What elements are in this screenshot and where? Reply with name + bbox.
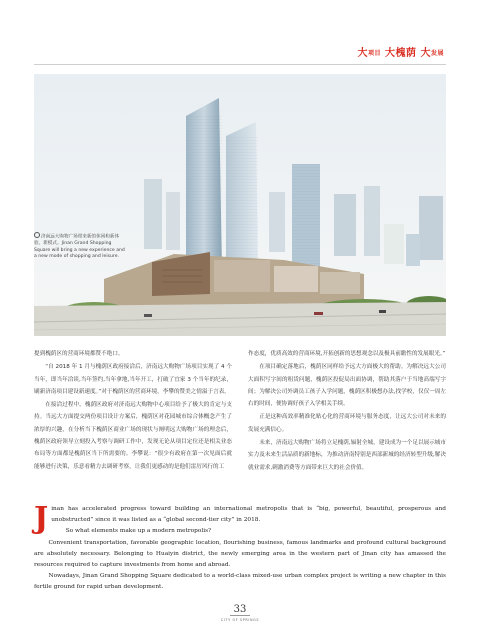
photo-caption-text: 济南远大购物广场带来新的休闲和新体验、新模式。Jinan Grand Shopping Square will bring a new experience and a new mode of shopping and leisure. (34, 234, 125, 260)
header-part1: 大 (357, 48, 368, 59)
en-paragraph-1: inan has accelerated progress toward building an international metropolis that is “big, powerful, beautiful, prosperous and unobstructed” since it was listed as a “global second-tier city” in 2018. (51, 506, 446, 524)
section-header (358, 44, 445, 59)
cn-right-paragraph-1: 作态度，优质高效的营商环境,开拓创新的思想观念以及极具前瞻性的发展眼光。” (248, 351, 446, 357)
page-footer (0, 597, 480, 622)
english-body-text (34, 501, 446, 594)
header-divider (34, 64, 446, 65)
cn-right-paragraph-2: 在项目确定落地后，槐荫区同样给予远大方面极大的帮助。为解决远大公司大面积写字间的租赁问题，槐荫区投促局出面协调，帮助其落户于当地高端写字间；为解决公司外调员工孩子入学问题，槐荫区积极想办法,找学校，仅仅一周左右的时间，便协调好孩子入学相关手续。 (248, 364, 446, 408)
cn-left-paragraph-2: “自 2018 年 1 月与槐荫区政府接洽后，济南远大购物广场项目实现了 4 个当年，即当年洽谈,当年签约,当年拿地,当年开工，打破了宜家 3 个当年的纪录，刷新济南项目建设新速度。”对于槐荫区的营商环境，李攀的赞美之情溢于言表。 (34, 364, 232, 395)
en-paragraph-3: Convenient transportation, favorable geographic location, flourishing business, famous landmarks and profound cultural background are absolutely necessary. Belonging to Huaiyin district, the newly emerging area in the western part of Jinan city has amassed the resources required to capture investments from home and abroad. (34, 539, 446, 569)
en-paragraph-2: So what elements make up a modern metropolis? (65, 528, 212, 535)
cn-right-paragraph-3: 正是这种高效率精准化贴心化的营商环境与服务态度，让远大公司对未来的发展充满信心。 (248, 414, 446, 433)
header-part3-small: 发展 (430, 50, 444, 57)
header-part1-small: 项目 (368, 50, 382, 57)
photo-caption (34, 232, 126, 261)
drop-cap: J (34, 501, 49, 536)
caption-bullet-icon (34, 232, 40, 238)
cn-left-paragraph-1: 提到槐荫区的营商环境都赞不绝口。 (34, 351, 124, 357)
page-number: 33 (230, 604, 251, 616)
chinese-left-column (34, 348, 232, 475)
en-paragraph-4: Nowadays, Jinan Grand Shopping Square dedicated to a world-class mixed-use urban complex project is writing a new chapter in this fertile ground for rapid urban development. (34, 573, 446, 591)
publication-name: CITY OF SPRINGS (220, 618, 260, 622)
city-skyline-illustration (34, 74, 446, 336)
header-part3: 大 (420, 48, 431, 59)
cn-right-paragraph-4: 未来，济南远大购物广场将立足槐荫,辐射全城，建设成为一个足以展示城市实力及未来生活品质的新地标，为推动济南特别是西部新城的经济转型升级,解决就业需求,刺激消费等方面带来巨大的社会价值。 (248, 440, 446, 471)
chinese-right-column (248, 348, 446, 475)
architecture-photo (34, 74, 446, 336)
cn-left-paragraph-3: 在接洽过程中，槐荫区政府对济南远大购物中心项目给予了极大的肯定与支持。当远大方面提交两份项目设计方案后，槐荫区对花园城市综合体概念产生了浓厚的兴趣，在分析当下槐荫区商业广场的现状与阐明远大购物广场的理念后，槐荫区政府领导立刻投入考察与调研工作中，发现无论从项目定位还是相关业态布局等方面都是槐荫区当下所需要的。李攀说：“很少有政府在第一次见面后就能够进行决策，乐意看精力去调研考察，让我们更感动的是他们雷厉风行的工 (34, 402, 232, 470)
chinese-body-text (34, 348, 446, 475)
header-part2: 大槐荫 (385, 48, 417, 59)
